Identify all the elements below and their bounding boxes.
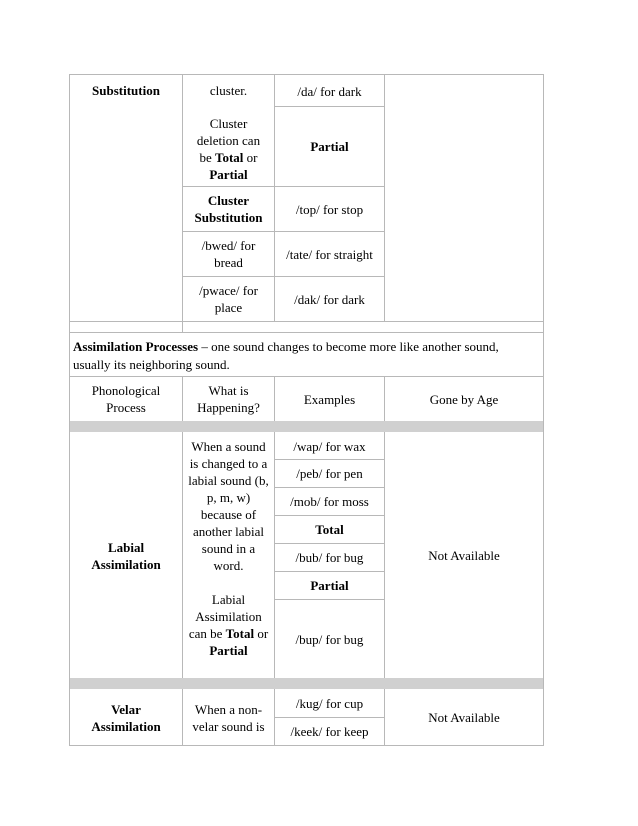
labial-example-moss: /mob/ for moss [290,494,369,509]
labial-partial-label: Partial [310,578,349,593]
header-phonological-process: Phonological Process [91,383,161,415]
cd-partial: Partial [209,167,248,182]
table-border-right [543,74,544,746]
assimilation-heading [70,333,540,376]
velar-example-keep: /keek/ for keep [290,724,369,739]
divider [384,74,385,322]
labial-note-pre: Labial Assimilation can be [188,592,262,641]
labial-gone-by-age: Not Available [428,548,500,563]
cd-pre: be [199,150,215,165]
labial-note [188,591,269,659]
table-border-top [69,74,544,75]
labial-example-wax: /wap/ for wax [293,438,366,454]
cd-line1: Cluster [209,116,248,131]
gray-separator [70,421,543,432]
example-stop: /top/ for stop [295,201,364,217]
labial-example-bug-1: /bub/ for bug [295,550,364,565]
labial-total-label: Total [315,522,344,537]
cd-total: Total [215,150,244,165]
header-examples: Examples [303,391,356,407]
bwed-example: /bwed/ for bread [201,238,256,270]
example-straight: /tate/ for straight [286,246,373,262]
example-dark-1: /da/ for dark [297,83,362,99]
labial-description-text: When a sound is changed to a labial sound (b, p, m, w) because of another labial sound in a word. [188,439,269,573]
labial-example-pen: /peb/ for pen [296,466,363,481]
example-dark-2: /dak/ for dark [294,291,365,307]
header-what-is-happening: What is Happening? [197,383,260,415]
cluster-substitution-label: Cluster Substitution [194,193,263,225]
substitution-process-label: Substitution [92,82,160,98]
pwace-example: /pwace/ for place [199,283,258,315]
labial-note-mid: or [254,626,269,641]
assimilation-heading-bold: Assimilation Processes [73,339,199,354]
gray-separator [70,678,543,689]
assimilation-heading-rest: – one sound changes to become more like another sound, usually its neighboring sound. [73,339,499,372]
cd-line2: deletion can [196,133,261,148]
header-gone-by-age: Gone by Age [429,391,499,407]
labial-assimilation-label: Labial Assimilation [91,539,161,572]
cluster-deletion-description [183,114,274,184]
cd-line3 [199,149,257,166]
velar-example-cup: /kug/ for cup [295,696,364,711]
velar-assimilation-label: Velar Assimilation [91,701,161,734]
labial-example-bug-2: /bup/ for bug [295,631,364,647]
velar-gone-by-age: Not Available [428,710,500,725]
velar-description: When a non-velar sound is [192,701,265,734]
cd-post: or [243,150,258,165]
labial-note-total: Total [225,626,255,641]
labial-description [183,438,274,674]
cluster-text: cluster. [209,82,248,98]
labial-note-partial: Partial [209,643,248,658]
partial-label-top: Partial [310,139,349,154]
table-border-bottom [69,745,544,746]
divider [69,321,544,322]
